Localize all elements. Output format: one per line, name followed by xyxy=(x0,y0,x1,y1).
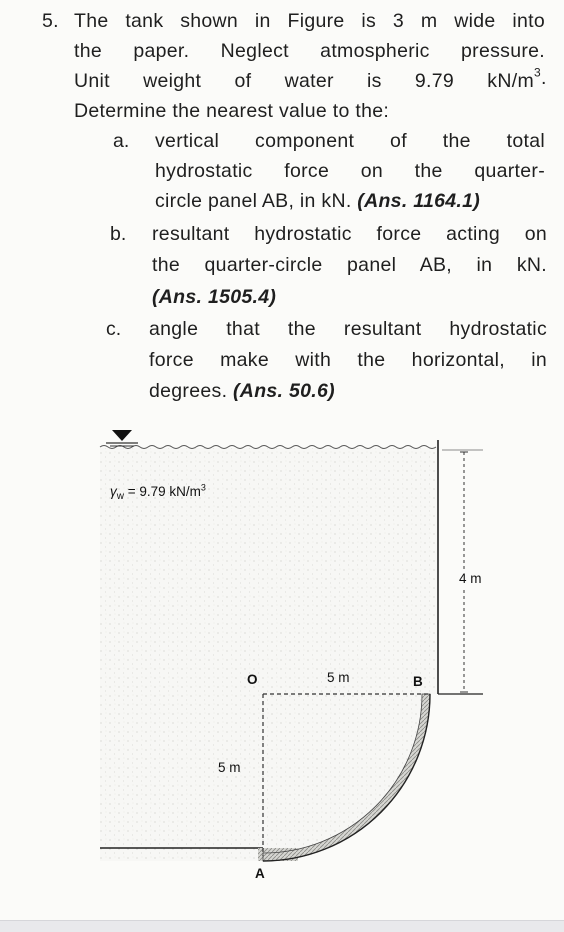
bottom-bar xyxy=(0,920,564,932)
part-c-line-2: force make with the horizontal, in xyxy=(149,349,547,371)
unit-weight-text: Unit weight of water is 9.79 kN/m xyxy=(74,70,534,92)
gamma-subscript: w xyxy=(116,491,124,502)
horizontal-radius-label: 5 m xyxy=(327,670,350,685)
water-level-symbol xyxy=(106,430,138,446)
part-b-line-2: the quarter-circle panel AB, in kN. xyxy=(152,254,547,276)
unit-period: . xyxy=(540,67,547,89)
point-b-label: B xyxy=(413,674,423,689)
problem-number: 5. xyxy=(42,10,59,32)
point-a-label: A xyxy=(255,866,265,881)
part-c-answer: (Ans. 50.6) xyxy=(233,380,335,402)
part-a-text: circle panel AB, in kN. xyxy=(155,190,352,212)
part-a-line-1: vertical component of the total xyxy=(155,130,545,152)
vertical-radius-label: 5 m xyxy=(218,760,241,775)
part-c-text: degrees. xyxy=(149,380,228,402)
intro-line-1: The tank shown in Figure is 3 m wide into xyxy=(74,10,545,32)
part-a-marker: a. xyxy=(113,130,130,152)
point-o-label: O xyxy=(247,672,258,687)
intro-line-4: Determine the nearest value to the: xyxy=(74,100,390,122)
part-b-marker: b. xyxy=(110,223,127,245)
part-b-answer: (Ans. 1505.4) xyxy=(152,286,277,308)
unit-weight-label xyxy=(110,484,206,505)
part-b-line-1: resultant hydrostatic force acting on xyxy=(152,223,547,245)
unit-superscript: 3 xyxy=(534,65,541,80)
gamma-symbol: γ xyxy=(110,484,117,499)
gamma-value: = 9.79 kN/m xyxy=(127,484,201,499)
part-c-marker: c. xyxy=(106,318,122,340)
part-a-answer: (Ans. 1164.1) xyxy=(357,190,481,212)
intro-line-2: the paper. Neglect atmospheric pressure. xyxy=(74,40,545,62)
part-c-line-1: angle that the resultant hydrostatic xyxy=(149,318,547,340)
gamma-superscript: 3 xyxy=(200,482,206,493)
depth-label: 4 m xyxy=(459,571,482,586)
part-a-line-2: hydrostatic force on the quarter- xyxy=(155,160,545,182)
